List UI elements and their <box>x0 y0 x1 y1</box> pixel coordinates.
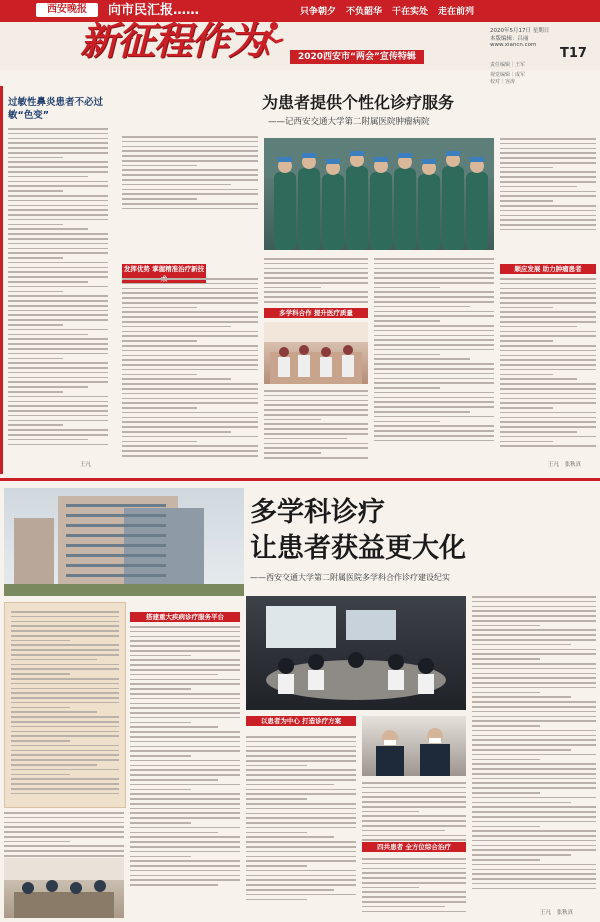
slogan-1: 只争朝夕 <box>300 7 337 17</box>
sidebar-body-text <box>8 128 108 448</box>
editor-line: 本版编辑：吕丽 <box>490 36 529 42</box>
article1-lead <box>122 136 258 213</box>
surgical-team-photo <box>264 138 494 250</box>
article2-col-3 <box>246 736 356 903</box>
website: www.xiancn.com <box>490 42 537 48</box>
credits <box>490 62 525 69</box>
column-title: 新征程作为 <box>80 18 266 63</box>
article1-col-2 <box>264 258 368 306</box>
article2-col-4 <box>362 782 466 849</box>
article2-headline-line2: 让患者获益更大化 <box>250 533 466 564</box>
slogan-3: 干在实处 <box>392 7 429 17</box>
column-kicker: 向市民汇报…… <box>108 3 200 18</box>
credit-proof: 校对｜容涛 <box>490 79 516 85</box>
doctors-photo <box>362 716 466 776</box>
article1-col-3 <box>374 258 494 444</box>
slogan-2: 不负韶华 <box>346 7 383 17</box>
article1-section-2: 多学科合作 提升医疗质量 <box>264 308 368 318</box>
credits-more <box>490 72 525 86</box>
masthead <box>0 0 600 70</box>
credit-editor: 责任编辑｜王军 <box>490 62 526 68</box>
mdt-meeting-photo <box>246 596 466 710</box>
article2-lead-box <box>4 602 126 808</box>
article1-section-3: 顺应发展 助力肿瘤患者 <box>500 264 596 274</box>
article1-byline: 王凡 张秋真 <box>548 462 582 468</box>
article2-byline: 王凡 张秋真 <box>540 910 574 916</box>
article2-col-5 <box>472 596 596 892</box>
sidebar-article <box>0 86 112 474</box>
article2-section-3: 四共患者 全方位综合治疗 <box>362 842 466 852</box>
hospital-building-photo <box>4 488 244 596</box>
article2-section-1: 搭建重大疾病诊疗服务平台 <box>130 612 240 622</box>
article1-col-2b <box>264 390 368 462</box>
article2-subhead: ——西安交通大学第二附属医院多学科合作诊疗建设纪实 <box>250 573 450 582</box>
sidebar-headline: 过敏性鼻炎患者不必过敏“色变” <box>8 97 104 121</box>
article2-col-2 <box>130 626 240 889</box>
article1-col-4 <box>500 278 596 450</box>
paper-logo: 西安晚报 <box>36 3 98 17</box>
sidebar-accent-bar <box>0 86 3 474</box>
article-2 <box>0 484 600 922</box>
article2-headline-line1: 多学科诊疗 <box>250 497 385 528</box>
ward-photo <box>264 322 368 384</box>
article2-col-1 <box>4 812 124 865</box>
special-edition-tag: 2020西安市“两会”宣传特辑 <box>290 50 424 64</box>
consultation-photo-small <box>4 858 124 918</box>
runner-icon <box>248 20 288 58</box>
article2-col-4b <box>362 858 466 915</box>
article2-section-2: 以患者为中心 打造诊疗方案 <box>246 716 356 726</box>
slogan-bar <box>300 4 474 17</box>
sidebar-author: 王凡 <box>80 462 92 468</box>
article1-col-1 <box>122 278 258 460</box>
credit-visual: 视觉编辑｜成军 <box>490 72 526 78</box>
article2-lead-text <box>11 611 119 797</box>
article1-section-1: 发挥优势 掌握精准治疗新技 <box>122 264 206 284</box>
page-number: T17 <box>560 46 587 61</box>
date-line: 2020年5月17日 星期日 <box>490 28 550 34</box>
article-1 <box>118 86 600 476</box>
article1-subhead: ——记西安交通大学第二附属医院肿瘤病院 <box>268 117 430 127</box>
article1-right-column <box>500 138 596 234</box>
article1-headline: 为患者提供个性化诊疗服务 <box>261 93 454 112</box>
slogan-4: 走在前列 <box>438 7 475 17</box>
section-divider <box>0 478 600 481</box>
